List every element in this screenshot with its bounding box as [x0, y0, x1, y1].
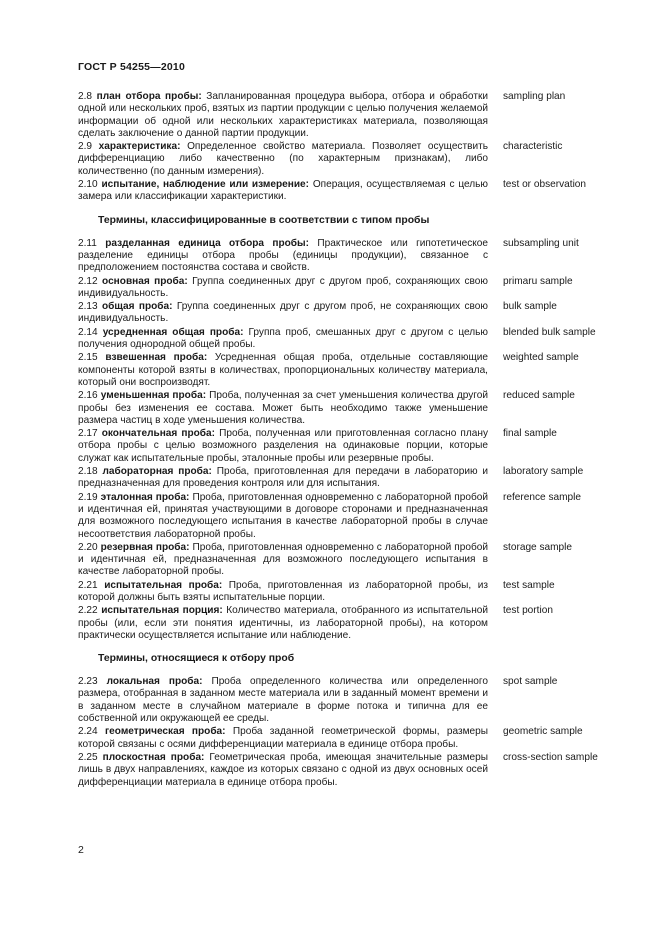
- term-entry: [78, 238, 623, 275]
- term-entry: [78, 428, 623, 465]
- term-entry: [78, 492, 623, 541]
- term-entry: [78, 352, 623, 389]
- term-text: [78, 542, 488, 579]
- term-name: лабораторная проба:: [102, 466, 212, 478]
- term-definition: Проба, приготовленная для передачи в лабораторию и предназначенная для проведения контроля или для испытания.: [78, 466, 488, 490]
- term-english: reference sample: [503, 491, 581, 503]
- term-definition: Практическое или гипотетическое разделение единицы отбора пробы (единицы продукции), связанное с предположением постоянства состава и свойств.: [78, 237, 488, 274]
- term-number: 2.20: [78, 541, 98, 553]
- term-text: [78, 676, 488, 725]
- term-text: [78, 492, 488, 541]
- term-definition: Проба, полученная за счет уменьшения количества другой пробы без изменения ее состава. Может быть необходимо также уменьшение размера частиц в ходе уменьшения количества.: [78, 390, 489, 426]
- term-english: test portion: [503, 605, 553, 617]
- term-definition: Проба, приготовленная из лабораторной пробы, из которой должны быть взяты испытательные порции.: [78, 579, 489, 603]
- term-text: [78, 352, 488, 389]
- section-heading-sample-types: Термины, классифицированные в соответствии с типом пробы: [98, 214, 430, 226]
- term-english: characteristic: [503, 141, 563, 153]
- term-name: характеристика:: [98, 141, 181, 153]
- term-definition: Группа соединенных друг с другом проб, не сохраняющих свою индивидуальность.: [78, 301, 488, 325]
- term-entry: [78, 605, 623, 642]
- term-definition: Количество материала, отобранного из испытательной пробы (или, если эти понятия идентичны, из лабораторной пробы), на котором практически осуществляется испытание или наблюдение.: [78, 605, 489, 641]
- term-entry: [78, 91, 623, 140]
- term-definition: Группа соединенных друг с другом проб, сохраняющих свою индивидуальность.: [78, 275, 488, 299]
- term-number: 2.8: [78, 91, 93, 102]
- term-text: [78, 238, 488, 275]
- term-english: blended bulk sample: [503, 326, 596, 338]
- term-definition: Проба заданной геометрической формы, размеры которой связаны с осями дифференциации материала в единице отбора пробы.: [78, 726, 488, 750]
- term-number: 2.23: [78, 676, 98, 688]
- term-entry: [78, 726, 623, 751]
- entries-group-general: [78, 91, 623, 204]
- term-english: reduced sample: [503, 390, 575, 402]
- term-text: [78, 580, 488, 605]
- term-number: 2.24: [78, 726, 98, 738]
- term-number: 2.14: [78, 326, 98, 338]
- term-number: 2.25: [78, 751, 98, 763]
- term-english: test or observation: [503, 179, 587, 191]
- term-definition: Проба, полученная или приготовленная согласно плану отбора пробы с целью возможного разделения на одинаковые порции, которые служат как испытательные пробы, эталонные пробы или резервные пробы.: [78, 428, 488, 464]
- term-text: [78, 301, 488, 326]
- term-number: 2.12: [78, 275, 98, 287]
- entries-group-sample-types: [78, 238, 623, 643]
- term-name: испытательная проба:: [104, 579, 223, 591]
- term-english: sampling plan: [503, 91, 566, 102]
- term-text: [78, 752, 488, 789]
- term-entry: [78, 466, 623, 491]
- term-entry: [78, 327, 623, 352]
- term-entry: [78, 276, 623, 301]
- term-name: разделанная единица отбора пробы:: [105, 237, 310, 249]
- term-number: 2.13: [78, 301, 98, 313]
- entries-group-sampling: [78, 676, 623, 789]
- term-text: [78, 276, 488, 301]
- term-number: 2.9: [78, 141, 93, 153]
- term-english: primaru sample: [503, 275, 573, 287]
- term-english: test sample: [503, 579, 555, 591]
- term-name: резервная проба:: [100, 541, 190, 553]
- term-definition: Группа проб, смешанных друг с другом с целью получения однородной общей пробы.: [78, 326, 489, 351]
- terms-content: [78, 91, 623, 790]
- term-english: geometric sample: [503, 726, 583, 738]
- term-text: [78, 179, 488, 204]
- term-number: 2.10: [78, 179, 98, 191]
- term-definition: Определенное свойство материала. Позволяет осуществить дифференциацию либо качественно (по характерным признакам), либо количественно (по данным измерения).: [78, 141, 488, 177]
- section-heading-sampling: Термины, относящиеся к отбору проб: [98, 653, 295, 665]
- term-english: weighted sample: [503, 352, 579, 364]
- term-name: взвешенная проба:: [105, 352, 208, 364]
- term-english: laboratory sample: [503, 466, 584, 478]
- term-number: 2.15: [78, 352, 98, 364]
- term-name: окончательная проба:: [101, 428, 216, 440]
- page-number: 2: [78, 844, 84, 856]
- term-number: 2.21: [78, 579, 98, 591]
- term-english: storage sample: [503, 541, 573, 553]
- term-text: [78, 91, 488, 140]
- term-english: spot sample: [503, 676, 558, 688]
- term-definition: Усредненная общая проба, отдельные составляющие компоненты которой взяты в количествах, пропорциональных количеству материала, который они воспроизводят.: [78, 352, 489, 388]
- term-definition: Операция, осуществляемая с целью замера или классификации характеристики.: [78, 179, 488, 203]
- term-name: плоскостная проба:: [102, 751, 205, 763]
- term-entry: [78, 676, 623, 725]
- term-entry: [78, 752, 623, 789]
- term-number: 2.11: [78, 237, 97, 249]
- term-number: 2.16: [78, 390, 98, 402]
- term-entry: [78, 301, 623, 326]
- term-name: геометрическая проба:: [104, 726, 226, 738]
- term-english: cross-section sample: [503, 751, 598, 763]
- term-text: [78, 327, 488, 352]
- term-entry: [78, 580, 623, 605]
- term-number: 2.19: [78, 491, 98, 503]
- term-name: испытание, наблюдение или измерение:: [101, 179, 310, 191]
- term-name: эталонная проба:: [100, 491, 190, 503]
- term-entry: [78, 542, 623, 579]
- term-number: 2.22: [78, 605, 98, 617]
- term-entry: [78, 390, 623, 427]
- term-number: 2.17: [78, 428, 98, 440]
- term-definition: Проба определенного количества или определенного размера, отобранная в заданном месте материала или в заданный момент времени и в заданном месте в случайном материале в форме потока и типична для ее собственной или окружающей ее среды.: [78, 676, 488, 725]
- term-definition: Геометрическая проба, имеющая значительные размеры лишь в двух направлениях, каждое из которых связано с одной из двух основных осей дифференциации материала в единице отбора пробы.: [78, 751, 488, 788]
- term-english: bulk sample: [503, 301, 557, 313]
- term-text: [78, 390, 488, 427]
- term-definition: Проба, приготовленная одновременно с лабораторной пробой и идентичная ей, предназначенная для возможного последующего испытания в качестве лабораторной пробы.: [78, 541, 488, 578]
- term-definition: Проба, приготовленная одновременно с лабораторной пробой и идентичная ей, принятая участвующими в договоре сторонами и предназначенная для возможного последующего испытания в качестве лабораторной пробы в случае несоответствия лабораторной пробы.: [78, 491, 489, 540]
- term-name: усредненная общая проба:: [102, 326, 244, 338]
- term-name: план отбора пробы:: [96, 91, 202, 102]
- term-text: [78, 726, 488, 751]
- term-name: основная проба:: [102, 275, 188, 287]
- term-english: subsampling unit: [503, 237, 579, 249]
- term-name: уменьшенная проба:: [100, 390, 207, 402]
- term-entry: [78, 141, 623, 178]
- term-entry: [78, 179, 623, 204]
- term-name: испытательная порция:: [101, 605, 223, 617]
- document-header: ГОСТ Р 54255—2010: [78, 61, 186, 73]
- term-name: общая проба:: [102, 301, 173, 313]
- term-name: локальная проба:: [106, 676, 203, 688]
- term-definition: Запланированная процедура выбора, отбора и обработки одной или нескольких проб, взятых из партии продукции с целью получения желаемой информации об одной или нескольких характеристиках материала, позволяющая сделать заключение о данной партии продукции.: [78, 91, 489, 139]
- term-text: [78, 428, 488, 465]
- term-text: [78, 605, 488, 642]
- term-english: final sample: [503, 428, 557, 440]
- term-number: 2.18: [78, 466, 98, 478]
- term-text: [78, 141, 488, 178]
- term-text: [78, 466, 488, 491]
